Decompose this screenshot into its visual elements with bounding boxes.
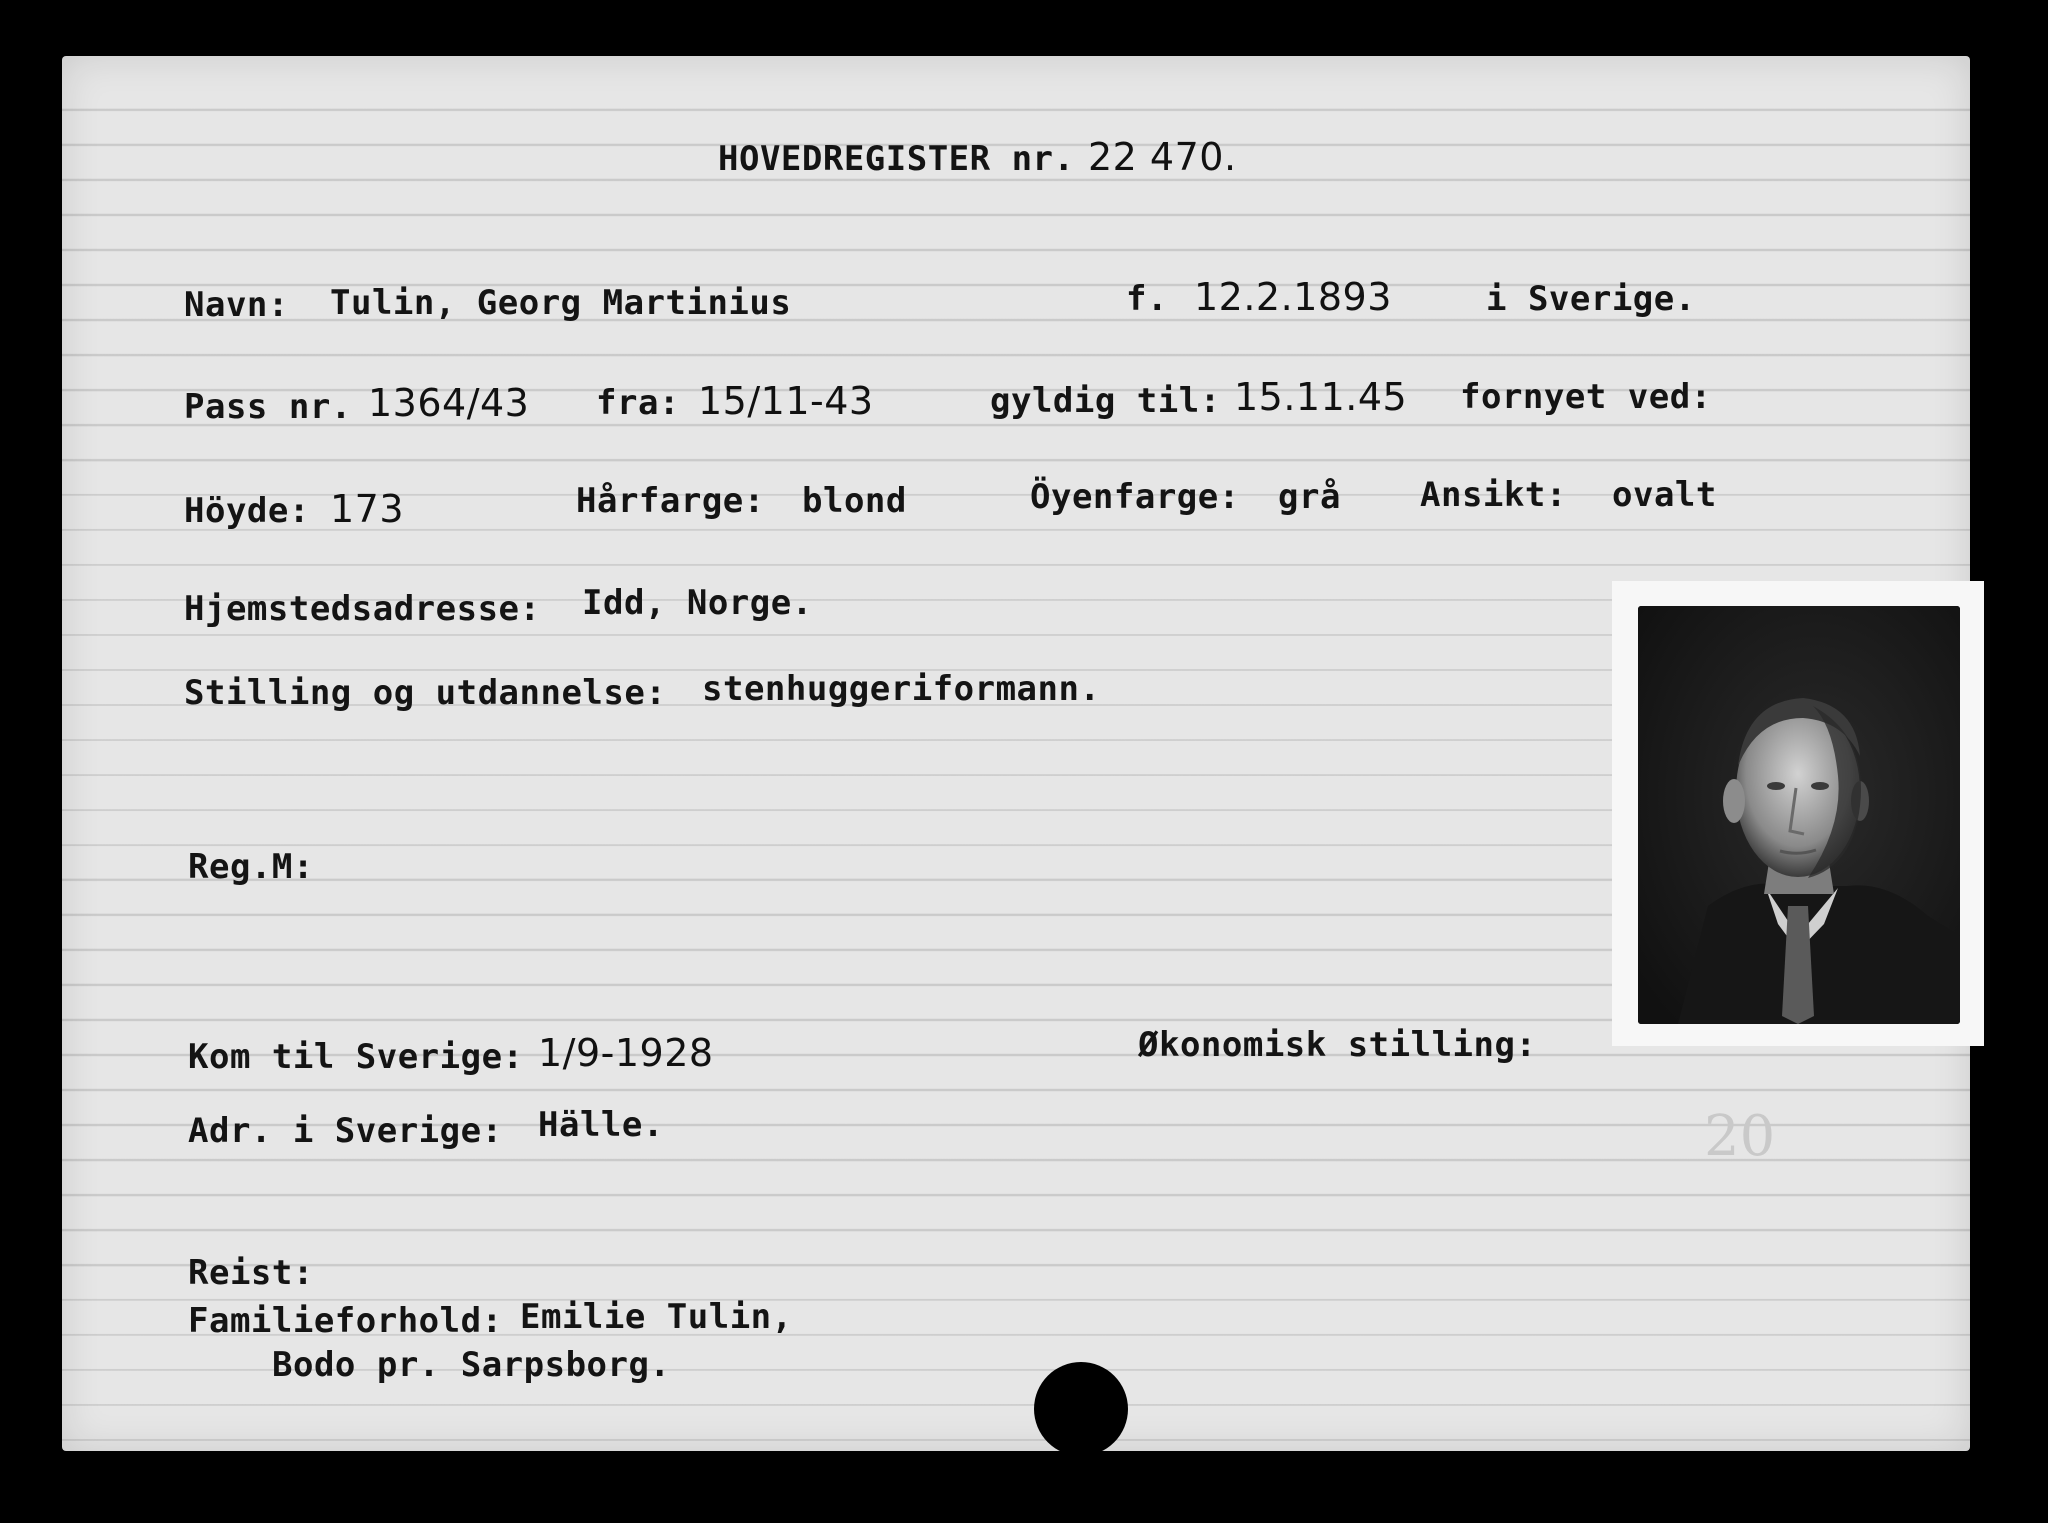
height-value: 173 [330,487,405,531]
passport-label: Pass nr. [184,387,352,427]
stamp-number: 20 [1704,1104,1776,1169]
portrait-photo [1638,606,1960,1024]
passport-valid-value: 15.11.45 [1234,375,1408,419]
passport-from-value: 15/11-43 [698,379,874,423]
home-address-label: Hjemstedsadresse: [184,589,541,629]
passport-from-label: fra: [596,383,680,423]
face-label: Ansikt: [1420,475,1567,515]
passport-renewed-label: fornyet ved: [1460,377,1712,417]
address-sweden-label: Adr. i Sverige: [188,1111,503,1151]
eye-label: Öyenfarge: [1030,477,1240,517]
eye-value: grå [1278,477,1341,517]
family-value: Emilie Tulin, [520,1297,793,1337]
occupation-value: stenhuggeriformann. [702,669,1101,709]
portrait-image [1638,606,1960,1024]
hair-value: blond [802,481,907,521]
economic-label: Økonomisk stilling: [1138,1025,1537,1065]
passport-number: 1364/43 [368,381,530,425]
family-label: Familieforhold: [188,1301,503,1341]
born-date: 12.2.1893 [1194,275,1392,319]
photo-frame [1612,581,1984,1046]
home-address-value: Idd, Norge. [582,583,813,623]
occupation-label: Stilling og utdannelse: [184,673,667,713]
punch-slot [1063,1436,1099,1516]
face-value: ovalt [1612,475,1717,515]
family-value-line2: Bodo pr. Sarpsborg. [272,1345,671,1385]
born-prefix: f. [1126,279,1168,319]
name-label: Navn: [184,285,289,325]
registry-card [62,56,1970,1451]
born-place: i Sverige. [1486,279,1696,319]
reg-label: Reg.M: [188,847,314,887]
left-label: Reist: [188,1253,314,1293]
arrival-value: 1/9-1928 [538,1031,714,1075]
address-sweden-value: Hälle. [538,1105,664,1145]
height-label: Höyde: [184,491,310,531]
header-number: 22 470. [1088,135,1237,179]
hair-label: Hårfarge: [576,481,765,521]
arrival-label: Kom til Sverige: [188,1037,524,1077]
name-value: Tulin, Georg Martinius [330,283,792,323]
passport-valid-label: gyldig til: [990,381,1221,421]
header-title: HOVEDREGISTER nr. [718,139,1075,179]
